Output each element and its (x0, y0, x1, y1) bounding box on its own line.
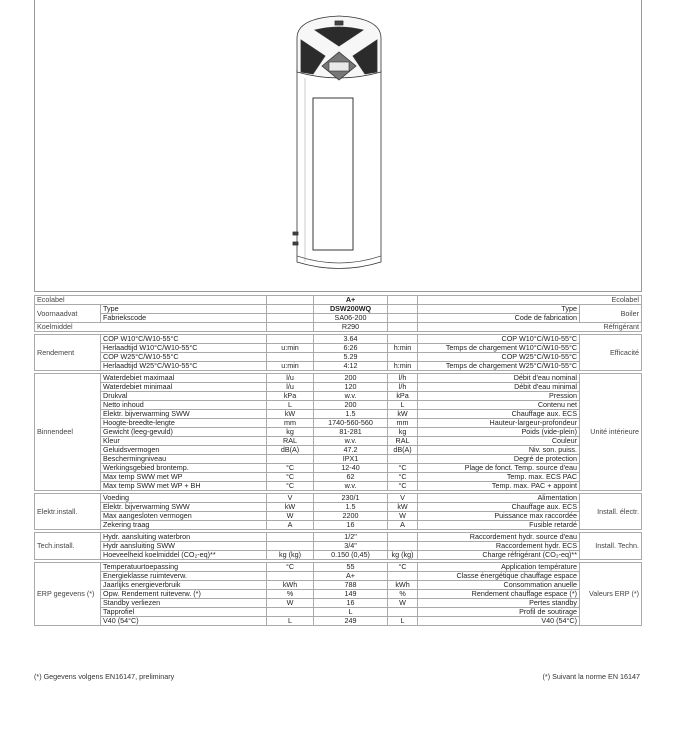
row-label-nl: Waterdebiet maximaal (101, 374, 267, 383)
row-label-nl: Hoeveelheid koelmiddel (CO₂-eq)** (101, 551, 267, 560)
row-label-nl: Jaarlijks energieverbruik (101, 581, 267, 590)
row-label-fr: Temps de chargement W25°C/W10-55°C (418, 362, 580, 371)
unit-fr: °C (388, 464, 418, 473)
row-label-fr: Classe énergétique chauffage espace (418, 572, 580, 581)
unit-fr: kW (388, 503, 418, 512)
row-value: w.v. (314, 392, 388, 401)
row-label-nl: Energieklasse ruimteverw. (101, 572, 267, 581)
type-row (35, 305, 642, 314)
row-value: 16 (314, 521, 388, 530)
table-row (35, 542, 642, 551)
row-value: 1740-560-560 (314, 419, 388, 428)
unit-nl (267, 572, 314, 581)
footnote-nl: (*) Gegevens volgens EN16147, preliminary (34, 672, 175, 681)
row-label-nl: Herlaadtijd W10°C/W10-55°C (101, 344, 267, 353)
row-label-nl: COP W25°C/W10-55°C (101, 353, 267, 362)
unit-nl: L (267, 617, 314, 626)
unit-nl: % (267, 590, 314, 599)
unit-nl: V (267, 494, 314, 503)
row-label-nl: Elektr. bijverwarming SWW (101, 410, 267, 419)
unit-nl: kW (267, 503, 314, 512)
row-label-fr: COP W10°C/W10-55°C (418, 335, 580, 344)
unit-fr (388, 335, 418, 344)
refrigerant-row (35, 323, 642, 332)
row-label-nl: Waterdebiet minimaal (101, 383, 267, 392)
unit-fr: A (388, 521, 418, 530)
group-label-fr: Install. Techn. (580, 533, 642, 560)
row-value: L (314, 608, 388, 617)
group-label-nl: Tech.install. (35, 533, 101, 560)
table-row (35, 344, 642, 353)
factory-code-row (35, 314, 642, 323)
unit-fr: kPa (388, 392, 418, 401)
unit-fr (388, 455, 418, 464)
unit-fr (388, 608, 418, 617)
row-label-fr: Consommation anuelle (418, 581, 580, 590)
row-label-fr: Degré de protection (418, 455, 580, 464)
unit-fr: h:min (388, 344, 418, 353)
unit-nl (267, 542, 314, 551)
row-label-nl: Gewicht (leeg-gevuld) (101, 428, 267, 437)
table-row (35, 464, 642, 473)
row-label-nl: Temperatuurtoepassing (101, 563, 267, 572)
row-label-fr: Profil de soutirage (418, 608, 580, 617)
unit-nl (267, 353, 314, 362)
group-label-fr: Valeurs ERP (*) (580, 563, 642, 626)
group-label-fr: Efficacité (580, 335, 642, 371)
row-value: 1.5 (314, 503, 388, 512)
footnote-fr: (*) Suivant la norme EN 16147 (542, 672, 640, 681)
row-label-nl: Standby verliezen (101, 599, 267, 608)
unit-fr: % (388, 590, 418, 599)
row-value: 16 (314, 599, 388, 608)
unit-fr (388, 533, 418, 542)
row-value: 62 (314, 473, 388, 482)
unit-nl: °C (267, 473, 314, 482)
row-label-fr: Pertes standby (418, 599, 580, 608)
row-label-fr: Pression (418, 392, 580, 401)
table-row (35, 572, 642, 581)
table-row (35, 608, 642, 617)
unit-nl: kg (kg) (267, 551, 314, 560)
row-value: 200 (314, 401, 388, 410)
table-row (35, 599, 642, 608)
table-row (35, 374, 642, 383)
unit-nl: L (267, 401, 314, 410)
row-label-fr: Temps de chargement W10°C/W10-55°C (418, 344, 580, 353)
table-row (35, 455, 642, 464)
unit-nl: u:min (267, 344, 314, 353)
unit-fr: kW (388, 410, 418, 419)
refrigerant-label-nl: Koelmiddel (35, 323, 267, 332)
row-label-nl: Geluidsvermogen (101, 446, 267, 455)
table-row (35, 494, 642, 503)
row-value: 6:26 (314, 344, 388, 353)
row-value: 249 (314, 617, 388, 626)
unit-nl: kWh (267, 581, 314, 590)
unit-nl (267, 455, 314, 464)
table-row (35, 335, 642, 344)
table-row (35, 512, 642, 521)
row-label-fr: Charge réfrigérant (CO₂-eq)** (418, 551, 580, 560)
row-value: 120 (314, 383, 388, 392)
unit-nl: u:min (267, 362, 314, 371)
row-value: 1/2" (314, 533, 388, 542)
unit-fr: W (388, 512, 418, 521)
row-value: 0.150 (0,45) (314, 551, 388, 560)
refrigerant-label-fr: Réfrigérant (418, 323, 642, 332)
row-label-fr: Niv. son. puiss. (418, 446, 580, 455)
unit-nl: l/u (267, 374, 314, 383)
row-label-fr: Rendement chauffage espace (*) (418, 590, 580, 599)
ecolabel-label-fr: Ecolabel (418, 296, 642, 305)
row-value: 81-281 (314, 428, 388, 437)
ecolabel-row (35, 296, 642, 305)
row-label-fr: Puissance max raccordée (418, 512, 580, 521)
row-label-fr: Hauteur-largeur-profondeur (418, 419, 580, 428)
unit-fr: °C (388, 482, 418, 491)
row-value: 3.64 (314, 335, 388, 344)
table-row (35, 446, 642, 455)
row-value: w.v. (314, 437, 388, 446)
row-label-nl: Werkingsgebied brontemp. (101, 464, 267, 473)
unit-nl: °C (267, 563, 314, 572)
row-label-nl: Max temp SWW met WP + BH (101, 482, 267, 491)
table-row (35, 437, 642, 446)
row-label-fr: Chauffage aux. ECS (418, 503, 580, 512)
unit-fr: mm (388, 419, 418, 428)
row-label-fr: Contenu net (418, 401, 580, 410)
row-label-fr: Fusible retardé (418, 521, 580, 530)
table-row (35, 410, 642, 419)
row-label-nl: Netto inhoud (101, 401, 267, 410)
unit-nl (267, 608, 314, 617)
row-value: 230/1 (314, 494, 388, 503)
unit-nl: A (267, 521, 314, 530)
refrigerant-value: R290 (314, 323, 388, 332)
row-value: 3/4" (314, 542, 388, 551)
table-row (35, 503, 642, 512)
table-row (35, 419, 642, 428)
unit-nl: dB(A) (267, 446, 314, 455)
unit-nl (267, 533, 314, 542)
row-label-nl: Hoogte-breedte-lengte (101, 419, 267, 428)
row-label-nl: Max temp SWW met WP (101, 473, 267, 482)
group-label-fr: Boiler (580, 305, 642, 323)
unit-fr: L (388, 401, 418, 410)
specification-table (34, 295, 642, 626)
unit-fr (388, 353, 418, 362)
row-value: w.v. (314, 482, 388, 491)
unit-nl: RAL (267, 437, 314, 446)
group-label-nl: ERP gegevens (*) (35, 563, 101, 626)
row-label-nl: Hydr. aansluiting waterbron (101, 533, 267, 542)
unit-fr: kWh (388, 581, 418, 590)
row-value: 12-40 (314, 464, 388, 473)
table-row (35, 428, 642, 437)
row-value: 788 (314, 581, 388, 590)
table-row (35, 362, 642, 371)
row-label-nl: Max aangesloten vermogen (101, 512, 267, 521)
group-label-nl: Rendement (35, 335, 101, 371)
row-label-nl: Tapprofiel (101, 608, 267, 617)
row-value: 4:12 (314, 362, 388, 371)
table-row (35, 401, 642, 410)
row-label-fr: Code de fabrication (418, 314, 580, 323)
unit-fr: kg (kg) (388, 551, 418, 560)
table-row (35, 551, 642, 560)
group-label-fr: Install. électr. (580, 494, 642, 530)
row-label-nl: Fabriekscode (101, 314, 267, 323)
group-label-nl: Binnendeel (35, 374, 101, 491)
unit-fr: L (388, 617, 418, 626)
row-value: A+ (314, 572, 388, 581)
unit-nl: kW (267, 410, 314, 419)
row-label-fr: COP W25°C/W10-55°C (418, 353, 580, 362)
unit-nl: °C (267, 464, 314, 473)
unit-fr (388, 542, 418, 551)
table-row (35, 473, 642, 482)
unit-fr: kg (388, 428, 418, 437)
row-label-nl: COP W10°C/W10-55°C (101, 335, 267, 344)
unit-fr: l/h (388, 374, 418, 383)
unit-nl: W (267, 512, 314, 521)
row-label-fr: Débit d'eau minimal (418, 383, 580, 392)
row-label-nl: V40 (54°C) (101, 617, 267, 626)
row-value: DSW200WQ (314, 305, 388, 314)
unit-nl: °C (267, 482, 314, 491)
row-value: 55 (314, 563, 388, 572)
unit-nl: kg (267, 428, 314, 437)
row-label-fr: Chauffage aux. ECS (418, 410, 580, 419)
unit-nl: mm (267, 419, 314, 428)
row-label-nl: Type (101, 305, 267, 314)
row-value: IPX1 (314, 455, 388, 464)
row-label-nl: Hydr aansluiting SWW (101, 542, 267, 551)
table-row (35, 482, 642, 491)
table-row (35, 383, 642, 392)
unit-nl (267, 335, 314, 344)
row-label-nl: Kleur (101, 437, 267, 446)
table-row (35, 581, 642, 590)
row-label-fr: Débit d'eau nominal (418, 374, 580, 383)
row-label-nl: Drukval (101, 392, 267, 401)
row-value: 149 (314, 590, 388, 599)
row-label-fr: Temp. max. PAC + appoint (418, 482, 580, 491)
group-label-fr: Unité intérieure (580, 374, 642, 491)
row-label-fr: Alimentation (418, 494, 580, 503)
unit-fr (388, 572, 418, 581)
unit-fr: W (388, 599, 418, 608)
table-row (35, 617, 642, 626)
unit-fr: dB(A) (388, 446, 418, 455)
row-label-fr: Plage de fonct. Temp. source d'eau (418, 464, 580, 473)
table-row (35, 392, 642, 401)
table-row (35, 353, 642, 362)
row-label-fr: Application température (418, 563, 580, 572)
unit-fr: °C (388, 563, 418, 572)
unit-nl: kPa (267, 392, 314, 401)
ecolabel-label-nl: Ecolabel (35, 296, 267, 305)
row-label-nl: Herlaadtijd W25°C/W10-55°C (101, 362, 267, 371)
table-row (35, 563, 642, 572)
row-label-fr: Temp. max. ECS PAC (418, 473, 580, 482)
row-value: 1.5 (314, 410, 388, 419)
product-image-frame (34, 0, 642, 292)
row-label-fr: Raccordement hydr. ECS (418, 542, 580, 551)
group-label-nl: Voornaadvat (35, 305, 101, 323)
unit-nl: l/u (267, 383, 314, 392)
row-label-nl: Voeding (101, 494, 267, 503)
row-value: SA06-200 (314, 314, 388, 323)
group-label-nl: Elektr.install. (35, 494, 101, 530)
row-label-nl: Zekering traag (101, 521, 267, 530)
row-label-nl: Beschermingniveau (101, 455, 267, 464)
table-row (35, 590, 642, 599)
unit-nl: W (267, 599, 314, 608)
table-row (35, 533, 642, 542)
row-value: 200 (314, 374, 388, 383)
row-label-nl: Opw. Rendement ruiteverw. (*) (101, 590, 267, 599)
table-row (35, 521, 642, 530)
unit-fr: l/h (388, 383, 418, 392)
heat-pump-boiler-illustration (35, 0, 641, 291)
row-label-fr: Type (418, 305, 580, 314)
row-label-nl: Elektr. bijverwarming SWW (101, 503, 267, 512)
unit-fr: V (388, 494, 418, 503)
row-label-fr: Poids (vide-plein) (418, 428, 580, 437)
unit-fr: h:min (388, 362, 418, 371)
row-label-fr: Raccordement hydr. source d'eau (418, 533, 580, 542)
row-value: 2200 (314, 512, 388, 521)
row-label-fr: Couleur (418, 437, 580, 446)
ecolabel-value: A+ (314, 296, 388, 305)
row-value: 47.2 (314, 446, 388, 455)
unit-fr: RAL (388, 437, 418, 446)
row-label-fr: V40 (54°C) (418, 617, 580, 626)
row-value: 5.29 (314, 353, 388, 362)
unit-fr: °C (388, 473, 418, 482)
